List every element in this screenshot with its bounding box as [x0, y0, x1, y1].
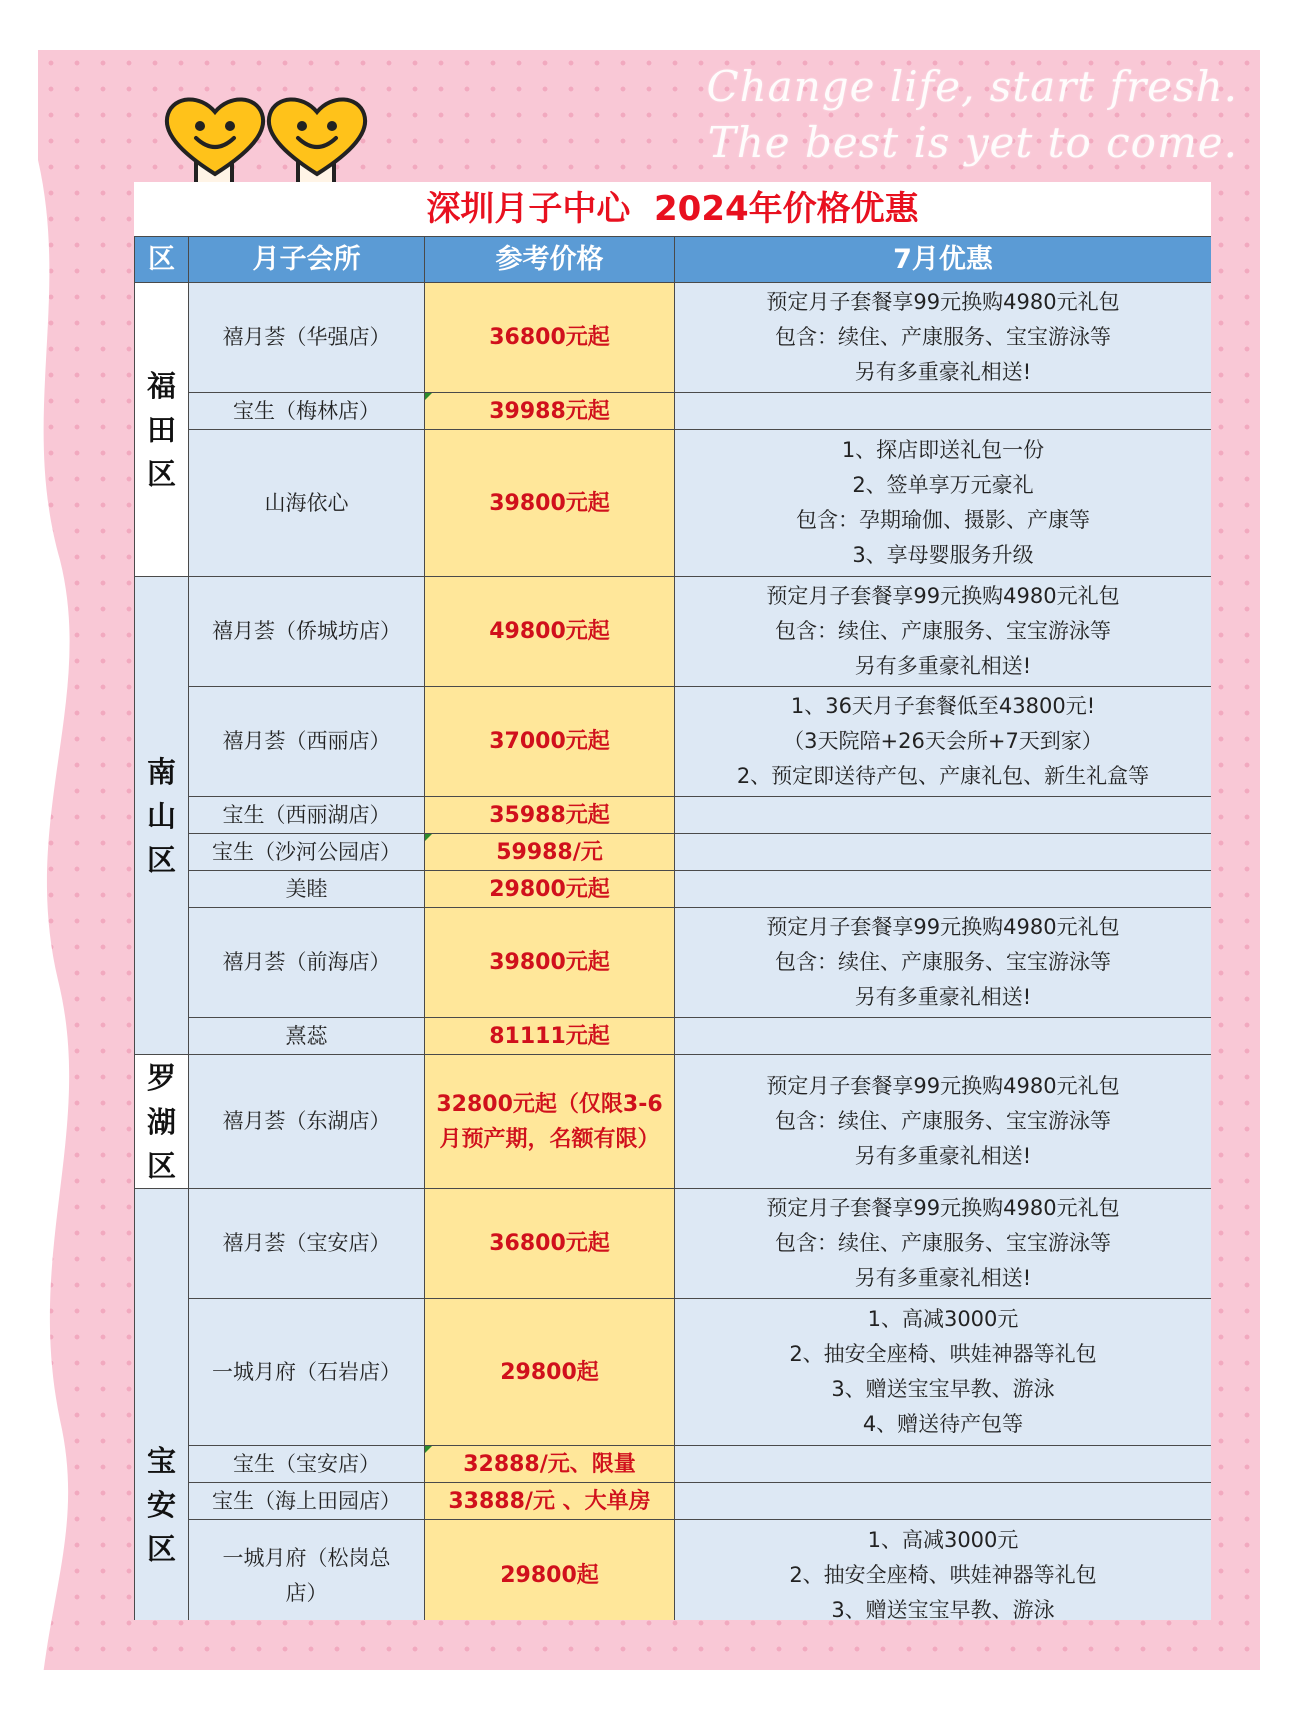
store-name: 一城月府（松岗总 店）	[189, 1520, 425, 1621]
store-name: 宝生（梅林店）	[189, 393, 425, 430]
price-value: 29800元起	[425, 871, 675, 908]
store-name: 禧月荟（宝安店）	[189, 1189, 425, 1299]
store-name: 禧月荟（东湖店）	[189, 1055, 425, 1189]
store-name: 美睦	[189, 871, 425, 908]
wave-decoration	[0, 0, 140, 1729]
promo-text: 预定月子套餐享99元换购4980元礼包 包含：续住、产康服务、宝宝游泳等 另有多重豪礼相送!	[675, 283, 1212, 393]
table-row	[135, 283, 1212, 393]
price-value: 39800元起	[425, 430, 675, 577]
price-sheet	[134, 182, 1211, 1620]
table-row	[135, 1299, 1212, 1446]
heart-mascot-icon	[160, 92, 270, 192]
store-name: 熹蕊	[189, 1018, 425, 1055]
price-value: 29800起	[425, 1299, 675, 1446]
price-value: 32800元起（仅限3-6 月预产期，名额有限）	[425, 1055, 675, 1189]
table-row	[135, 430, 1212, 577]
table-header-row	[135, 237, 1212, 283]
table-row	[135, 687, 1212, 797]
store-name: 一城月府（石岩店）	[189, 1299, 425, 1446]
table-row	[135, 1055, 1212, 1189]
heart-mascot-icon	[262, 92, 372, 192]
slogan-line-1: Change life, start fresh.	[706, 62, 1238, 111]
price-value: 36800元起	[425, 283, 675, 393]
store-name: 禧月荟（侨城坊店）	[189, 577, 425, 687]
price-value: 81111元起	[425, 1018, 675, 1055]
price-value: 29800起	[425, 1520, 675, 1621]
promo-text	[675, 393, 1212, 430]
table-row	[135, 577, 1212, 687]
promo-text: 1、高减3000元 2、抽安全座椅、哄娃神器等礼包 3、赠送宝宝早教、游泳 4、赠送待产包等	[675, 1299, 1212, 1446]
promo-text: 预定月子套餐享99元换购4980元礼包 包含：续住、产康服务、宝宝游泳等 另有多重豪礼相送!	[675, 1189, 1212, 1299]
store-name: 山海依心	[189, 430, 425, 577]
promo-text	[675, 871, 1212, 908]
district-luohu: 罗 湖 区	[135, 1055, 189, 1189]
header-price: 参考价格	[425, 237, 675, 283]
price-value: 37000元起	[425, 687, 675, 797]
price-value: 39800元起	[425, 908, 675, 1018]
promo-text: 预定月子套餐享99元换购4980元礼包 包含：续住、产康服务、宝宝游泳等 另有多重豪礼相送!	[675, 1055, 1212, 1189]
table-row	[135, 797, 1212, 834]
promo-text: 1、高减3000元 2、抽安全座椅、哄娃神器等礼包 3、赠送宝宝早教、游泳	[675, 1520, 1212, 1621]
table-row	[135, 908, 1212, 1018]
store-name: 禧月荟（华强店）	[189, 283, 425, 393]
table-row	[135, 1189, 1212, 1299]
price-value: 59988/元	[425, 834, 675, 871]
store-name: 宝生（沙河公园店）	[189, 834, 425, 871]
district-nanshan: 南 山 区	[135, 577, 189, 1055]
table-row	[135, 1018, 1212, 1055]
price-value: 39988元起	[425, 393, 675, 430]
table-row	[135, 871, 1212, 908]
promo-text	[675, 797, 1212, 834]
table-row	[135, 1446, 1212, 1483]
promo-text: 1、探店即送礼包一份 2、签单享万元豪礼 包含：孕期瑜伽、摄影、产康等 3、享母婴服务升级	[675, 430, 1212, 577]
table-row	[135, 1483, 1212, 1520]
store-name: 禧月荟（前海店）	[189, 908, 425, 1018]
promo-text	[675, 834, 1212, 871]
store-name: 宝生（海上田园店）	[189, 1483, 425, 1520]
price-value: 35988元起	[425, 797, 675, 834]
district-futian: 福 田 区	[135, 283, 189, 577]
promo-text: 预定月子套餐享99元换购4980元礼包 包含：续住、产康服务、宝宝游泳等 另有多重豪礼相送!	[675, 577, 1212, 687]
price-value: 33888/元 、大单房	[425, 1483, 675, 1520]
price-value: 49800元起	[425, 577, 675, 687]
header-district: 区	[135, 237, 189, 283]
store-name: 宝生（宝安店）	[189, 1446, 425, 1483]
table-row	[135, 1520, 1212, 1621]
table-row	[135, 834, 1212, 871]
promo-text: 1、36天月子套餐低至43800元! （3天院陪+26天会所+7天到家） 2、预定即送待产包、产康礼包、新生礼盒等	[675, 687, 1212, 797]
promo-text: 预定月子套餐享99元换购4980元礼包 包含：续住、产康服务、宝宝游泳等 另有多重豪礼相送!	[675, 908, 1212, 1018]
price-value: 32888/元、限量	[425, 1446, 675, 1483]
table-row	[135, 393, 1212, 430]
page-title: 深圳月子中心 2024年价格优惠	[426, 189, 919, 229]
header-club: 月子会所	[189, 237, 425, 283]
promo-text	[675, 1018, 1212, 1055]
price-table	[134, 236, 1211, 1620]
district-baoan: 宝 安 区	[135, 1189, 189, 1621]
slogan-line-2: The best is yet to come.	[707, 118, 1238, 167]
price-value: 36800元起	[425, 1189, 675, 1299]
store-name: 宝生（西丽湖店）	[189, 797, 425, 834]
header-promo: 7月优惠	[675, 237, 1212, 283]
promo-text	[675, 1446, 1212, 1483]
store-name: 禧月荟（西丽店）	[189, 687, 425, 797]
promo-text	[675, 1483, 1212, 1520]
